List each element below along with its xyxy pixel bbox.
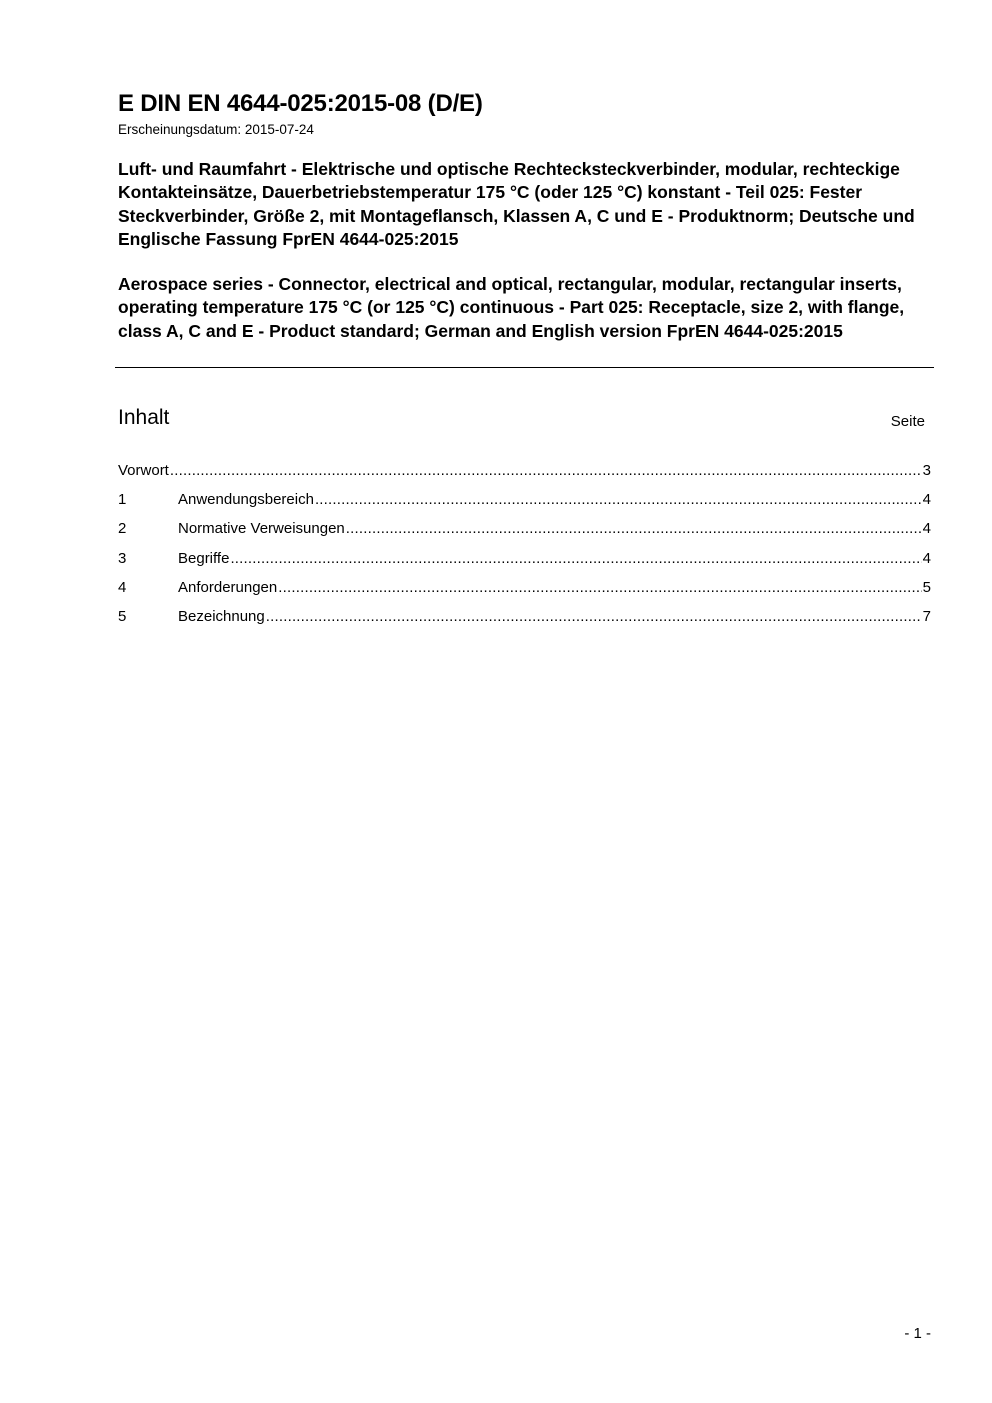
toc-entry-title: Bezeichnung xyxy=(178,607,265,625)
toc-entry-anforderungen[interactable] xyxy=(118,579,931,608)
toc-entry-number: 3 xyxy=(118,549,127,567)
toc-entry-page: 4 xyxy=(922,520,931,538)
toc-entry-number: 1 xyxy=(118,491,127,509)
toc-entry-title: Begriffe xyxy=(178,549,230,567)
table-of-contents xyxy=(118,462,931,637)
toc-dot-leader xyxy=(170,462,922,479)
title-divider xyxy=(115,367,934,368)
toc-entry-number: 5 xyxy=(118,607,127,625)
toc-entry-page: 3 xyxy=(922,462,931,479)
german-title: Luft- und Raumfahrt - Elektrische und optische Rechtecksteckverbinder, modular, rechteckige Kontakteinsätze, Dauerbetriebstemperatur 175 °C (oder 125 °C) konstant - Teil 025: Fester Steckverbinder, Größe 2, mit Montageflansch, Klassen A, C und E - Produktnorm; Deutsche und Englische Fassung FprEN 4644-025:2015 xyxy=(118,159,915,249)
toc-entry-title: Normative Verweisungen xyxy=(178,520,345,538)
toc-dot-leader xyxy=(315,491,922,508)
publication-date: Erscheinungsdatum: 2015-07-24 xyxy=(118,122,314,137)
english-title: Aerospace series - Connector, electrical and optical, rectangular, modular, rectangular inserts, operating temperature 175 °C (or 125 °C) continuous - Part 025: Receptacle, size 2, with flange, class A, C and E - Product standard; German and English version FprEN 4644-025:2015 xyxy=(118,274,905,341)
toc-entry-title: Anwendungsbereich xyxy=(178,491,314,509)
toc-entry-page: 4 xyxy=(922,549,931,567)
toc-entry-number: 4 xyxy=(118,578,127,596)
toc-entry-page: 4 xyxy=(922,491,931,509)
toc-dot-leader xyxy=(230,550,921,567)
toc-heading: Inhalt xyxy=(118,406,170,429)
toc-page-label: Seite xyxy=(890,413,925,430)
toc-entry-anwendungsbereich[interactable] xyxy=(118,491,931,520)
toc-dot-leader xyxy=(278,579,921,596)
toc-entry-vorwort[interactable] xyxy=(118,462,931,491)
toc-entry-page: 7 xyxy=(922,607,931,625)
toc-entry-page: 5 xyxy=(922,578,931,596)
toc-entry-begriffe[interactable] xyxy=(118,550,931,579)
toc-dot-leader xyxy=(266,608,922,625)
toc-entry-title: Vorwort xyxy=(118,462,169,479)
page-number: - 1 - xyxy=(904,1325,931,1342)
document-id: E DIN EN 4644-025:2015-08 (D/E) xyxy=(118,90,483,117)
toc-dot-leader xyxy=(346,520,922,537)
toc-entry-title: Anforderungen xyxy=(178,578,278,596)
toc-entry-number: 2 xyxy=(118,520,127,538)
toc-entry-normative-verweisungen[interactable] xyxy=(118,520,931,549)
toc-entry-bezeichnung[interactable] xyxy=(118,608,931,637)
